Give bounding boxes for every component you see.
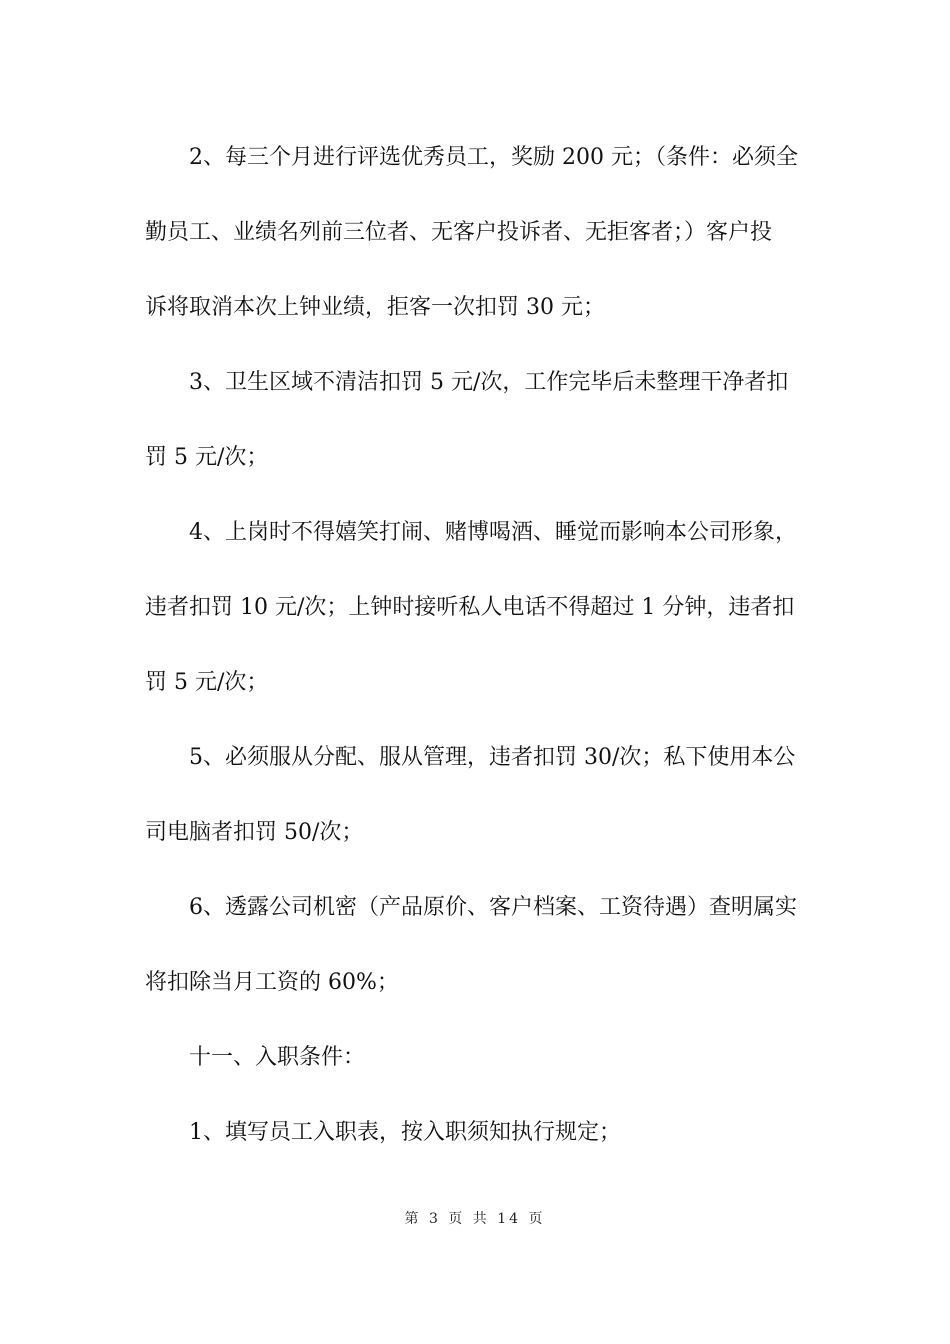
document-body (145, 135, 810, 1185)
paragraph-line: 勤员工、业绩名列前三位者、无客户投诉者、无拒客者；）客户投 (145, 220, 773, 245)
paragraph-line: 诉将取消本次上钟业绩，拒客一次扣罚 30 元； (145, 295, 605, 320)
section-heading: 十一、入职条件： (189, 1045, 366, 1070)
paragraph-line: 1、填写员工入职表，按入职须知执行规定； (189, 1120, 621, 1145)
paragraph-line: 司电脑者扣罚 50/次； (145, 820, 364, 845)
paragraph-line: 3、卫生区域不清洁扣罚 5 元/次，工作完毕后未整理干净者扣 (189, 370, 789, 395)
paragraph-line: 4、上岗时不得嬉笑打闹、赌博喝酒、睡觉而影响本公司形象， (189, 520, 797, 545)
page-number-footer: 第 3 页 共 14 页 (404, 1211, 546, 1227)
paragraph-line: 违者扣罚 10 元/次；上钟时接听私人电话不得超过 1 分钟，违者扣 (145, 595, 795, 620)
paragraph-line: 将扣除当月工资的 60%； (145, 970, 399, 995)
paragraph-line: 罚 5 元/次； (145, 445, 269, 470)
paragraph-line: 罚 5 元/次； (145, 670, 269, 695)
paragraph-line: 5、必须服从分配、服从管理，违者扣罚 30/次；私下使用本公 (189, 745, 796, 770)
paragraph-line: 6、透露公司机密（产品原价、客户档案、工资待遇）查明属实 (189, 895, 797, 920)
paragraph-line: 2、每三个月进行评选优秀员工，奖励 200 元；（条件：必须全 (189, 145, 798, 170)
